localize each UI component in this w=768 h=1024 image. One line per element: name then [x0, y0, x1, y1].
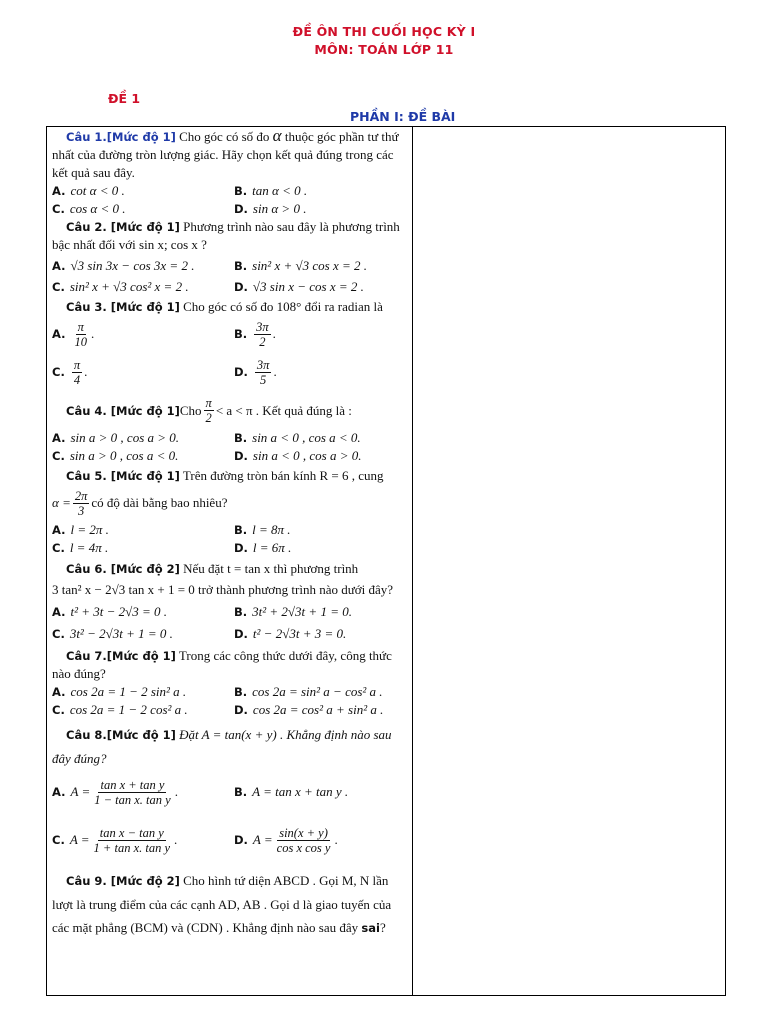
question-7-options-row-1 — [52, 683, 408, 701]
question-5-heading: Câu 5. [Mức độ 1] — [66, 469, 180, 483]
option-a: A. cos 2a = 1 − 2 sin² a . — [52, 684, 187, 699]
question-1-heading: Câu 1.[Mức độ 1] — [66, 130, 176, 144]
question-7-heading: Câu 7.[Mức độ 1] — [66, 649, 176, 663]
option-b: B. sin² x + √3 cos x = 2 . — [234, 258, 368, 273]
question-3-options-row-2 — [52, 354, 408, 390]
option-a: A. √3 sin 3x − cos 3x = 2 . — [52, 258, 195, 273]
option-b: B. tan α < 0 . — [234, 183, 308, 198]
option-d: D. sin a < 0 , cos a > 0. — [234, 448, 362, 463]
option-a: A. cot α < 0 . — [52, 183, 125, 198]
question-8-stem: Đặt A = tan(x + y) . Khẳng định nào sau đây đúng? — [52, 727, 392, 766]
option-d: D. $\frac{3\pi}{5}$ . — [234, 357, 277, 387]
exam-number-label: ĐỀ 1 — [108, 91, 141, 106]
question-table — [46, 126, 726, 996]
option-b: B. 3t² + 2√3t + 1 = 0. — [234, 604, 352, 619]
option-d: D. A = $\frac{\sin(x + y)}{\text{cos x cos y}}$ . — [234, 825, 338, 855]
option-c: C. sin² x + √3 cos² x = 2 . — [52, 279, 189, 294]
question-3-stem: Cho góc có số đo 108° đổi ra radian là — [179, 299, 383, 314]
option-b: B. cos 2a = sin² a − cos² a . — [234, 684, 383, 699]
question-5-stem-line-2: α = $\frac{2\pi}{3}$ có độ dài bằng bao nhiêu? — [52, 488, 228, 518]
option-c: C. cos α < 0 . — [52, 201, 126, 216]
option-d: D. √3 sin x − cos x = 2 . — [234, 279, 364, 294]
question-4-stem: Cho — [179, 402, 202, 418]
emphasis-word: sai — [361, 921, 380, 935]
option-a: A. A = $\frac{\text{tan x + tan y}}{\text{1 − tan x. tan y}}$ . — [52, 777, 178, 807]
option-a: A. t² + 3t − 2√3 = 0 . — [52, 604, 168, 619]
question-2-stem: Phương trình nào sau đây là phương trình bậc nhất đối với sin x; cos x ? — [52, 219, 400, 252]
question-7-stem: Trong các công thức dưới đây, công thức nào đúng? — [52, 648, 392, 681]
option-a: A. l = 2π . — [52, 522, 109, 537]
option-a: A. sin a > 0 , cos a > 0. — [52, 430, 180, 445]
option-b: B. $\frac{3\pi}{2}$ . — [234, 319, 276, 349]
option-c: C. 3t² − 2√3t + 1 = 0 . — [52, 626, 173, 641]
option-b: B. sin a < 0 , cos a < 0. — [234, 430, 361, 445]
question-1 — [52, 127, 408, 182]
option-d: D. cos 2a = cos² a + sin² a . — [234, 702, 384, 717]
question-1-stem: Cho góc có số đo — [175, 129, 273, 144]
question-9-heading: Câu 9. [Mức độ 2] — [66, 874, 180, 888]
question-2-options-row-1 — [52, 257, 408, 275]
option-c: C. $\frac{\pi}{4}$ . — [52, 357, 88, 387]
exam-title: ĐỀ ÔN THI CUỐI HỌC KỲ I — [292, 24, 476, 39]
part-label: PHẦN I: ĐỀ BÀI — [350, 109, 456, 124]
option-c: C. A = $\frac{\text{tan x − tan y}}{\text{1 + tan x. tan y}}$ . — [52, 825, 178, 855]
question-5-options-row-2 — [52, 539, 408, 557]
question-8-heading: Câu 8.[Mức độ 1] — [66, 728, 176, 742]
question-9-stem: Cho hình tứ diện ABCD . Gọi M, N lần lượt là trung điểm của các cạnh AD, AB . Gọi d là giao tuyến của các mặt phẳng (BCM) và (CDN) . Khẳng định nào sau đây — [52, 873, 392, 935]
question-1-options-row-2 — [52, 200, 408, 218]
option-c: C. cos 2a = 1 − 2 cos² a . — [52, 702, 188, 717]
question-6-options-row-2 — [52, 625, 408, 643]
question-2-heading: Câu 2. [Mức độ 1] — [66, 220, 180, 234]
questions-column — [52, 127, 408, 940]
subject-title: MÔN: TOÁN LỚP 11 — [314, 42, 454, 57]
question-1-options-row-1 — [52, 182, 408, 200]
question-4-options-row-2 — [52, 447, 408, 465]
question-2-options-row-2 — [52, 278, 408, 296]
question-4-stem-end: < a < π . Kết quả đúng là : — [215, 402, 352, 418]
question-8-options-row-2 — [52, 819, 408, 861]
question-5-options-row-1 — [52, 521, 408, 539]
question-1-stem-end: thuộc góc phần tư thứ nhất của đường tròn lượng giác. Hãy chọn kết quả đúng trong các kết quả sau đây. — [52, 129, 399, 180]
column-divider — [412, 127, 413, 995]
question-6-stem: Nếu đặt t = tan x thì phương trình — [179, 561, 359, 576]
question-3-options-row-1 — [52, 316, 408, 352]
option-c: C. sin a > 0 , cos a < 0. — [52, 448, 179, 463]
question-8-options-row-1 — [52, 771, 408, 813]
question-7-options-row-2 — [52, 701, 408, 719]
question-3 — [52, 298, 408, 316]
question-6-options-row-1 — [52, 603, 408, 621]
question-4: Câu 4. [Mức độ 1] Cho $\frac{\pi}{2}$ < a < π . Kết quả đúng là : — [66, 396, 352, 425]
option-d: D. t² − 2√3t + 3 = 0. — [234, 626, 347, 641]
option-b: B. l = 8π . — [234, 522, 291, 537]
question-4-options-row-1 — [52, 429, 408, 447]
option-d: D. l = 6π . — [234, 540, 292, 555]
question-6 — [52, 560, 408, 578]
question-6-stem-line-2: 3 tan² x − 2√3 tan x + 1 = 0 trở thành phương trình nào dưới đây? — [52, 582, 394, 597]
option-a: A. $\frac{\pi}{10}$ . — [52, 319, 95, 349]
option-b: B. A = tan x + tan y . — [234, 784, 349, 799]
question-6-heading: Câu 6. [Mức độ 2] — [66, 562, 180, 576]
question-5-stem: Trên đường tròn bán kính R = 6 , cung — [179, 468, 384, 483]
option-c: C. l = 4π . — [52, 540, 109, 555]
option-d: D. sin α > 0 . — [234, 201, 307, 216]
question-9: Câu 9. [Mức độ 2] Cho hình tứ diện ABCD . Gọi M, N lần lượt là trung điểm của các cạnh AD, AB . Gọi d là giao tuyến của các mặt phẳng (BCM) và (CDN) . Khẳng định nào sau đây sai? — [52, 873, 392, 935]
question-3-heading: Câu 3. [Mức độ 1] — [66, 300, 180, 314]
question-8 — [52, 723, 408, 771]
question-2 — [52, 218, 408, 254]
question-5 — [52, 467, 408, 485]
question-4-heading: Câu 4. [Mức độ 1] — [66, 403, 180, 418]
question-7 — [52, 647, 408, 683]
alpha-symbol: α — [272, 126, 282, 145]
